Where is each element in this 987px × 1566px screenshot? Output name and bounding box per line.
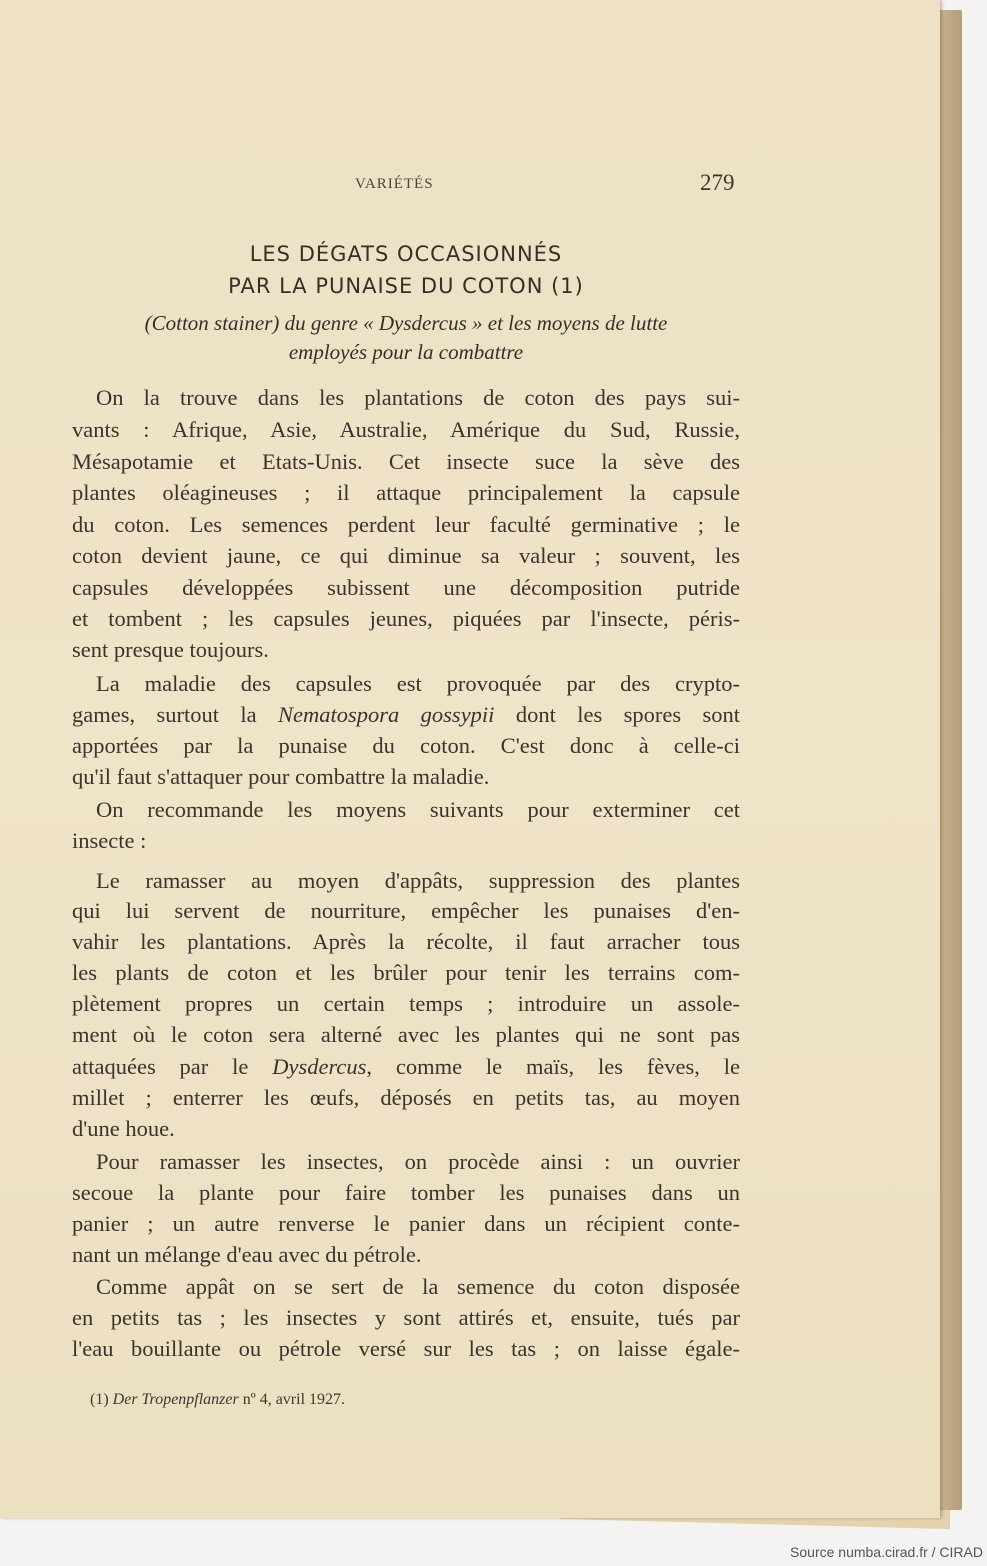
- body-line: [72, 417, 740, 443]
- body-line: [72, 1180, 740, 1206]
- body-line: [72, 606, 740, 632]
- page-number: 279: [700, 170, 735, 195]
- line-text: vahir les plantations. Après la récolte, il faut arracher tous: [72, 929, 740, 954]
- footnote-source-title: Der Tropenpflanzer: [112, 1391, 239, 1408]
- body-line: [72, 702, 740, 728]
- italic-term: Dysdercus: [272, 1054, 367, 1079]
- body-line: [72, 543, 740, 569]
- line-text: qu'il faut s'attaquer pour combattre la maladie.: [72, 764, 490, 789]
- body-line: [72, 764, 740, 790]
- body-line: [72, 1242, 740, 1268]
- line-text: Le ramasser au moyen d'appâts, suppression des plantes: [96, 868, 740, 893]
- body-line: [72, 828, 740, 854]
- body-line: [72, 671, 740, 697]
- body-line: [72, 929, 740, 955]
- body-line: [72, 733, 740, 759]
- body-line: [72, 637, 740, 663]
- body-line: [72, 575, 740, 601]
- article-subtitle-line-2: employés pour la combattre: [288, 340, 524, 364]
- line-text: Comme appât on se sert de la semence du coton disposée: [96, 1274, 740, 1299]
- running-header: VARIÉTÉS: [355, 176, 434, 192]
- footnote: [90, 1391, 345, 1409]
- body-line: [72, 449, 740, 475]
- line-text: capsules développées subissent une décomposition putride: [72, 575, 740, 600]
- body-line: [72, 960, 740, 986]
- body-line: [72, 1211, 740, 1237]
- line-text: On recommande les moyens suivants pour exterminer cet: [96, 797, 740, 822]
- line-text: panier ; un autre renverse le panier dans un récipient conte-: [72, 1211, 740, 1236]
- article-subtitle-line-1: (Cotton stainer) du genre « Dysdercus » et les moyens de lutte: [144, 311, 668, 335]
- body-line: [72, 1274, 740, 1300]
- body-line: [72, 1116, 740, 1142]
- footnote-details: nº 4, avril 1927.: [238, 1391, 346, 1408]
- source-credit: Source numba.cirad.fr / CIRAD: [790, 1544, 983, 1560]
- body-line: [72, 1054, 740, 1080]
- body-line: [72, 385, 740, 411]
- line-text: apportées par la punaise du coton. C'est donc à celle-ci: [72, 733, 740, 758]
- body-line: [72, 1022, 740, 1048]
- line-text: On la trouve dans les plantations de coton des pays sui-: [96, 385, 740, 410]
- line-text: les plants de coton et les brûler pour tenir les terrains com-: [72, 960, 740, 985]
- line-text: l'eau bouillante ou pétrole versé sur les tas ; on laisse égale-: [72, 1336, 740, 1361]
- line-text: et tombent ; les capsules jeunes, piquées par l'insecte, péris-: [72, 606, 740, 631]
- body-line: [72, 1305, 740, 1331]
- line-text: sent presque toujours.: [72, 637, 269, 662]
- line-text: plètement propres un certain temps ; introduire un assole-: [72, 991, 740, 1016]
- line-text: Pour ramasser les insectes, on procède ainsi : un ouvrier: [96, 1149, 740, 1174]
- line-text: secoue la plante pour faire tomber les punaises dans un: [72, 1180, 740, 1205]
- line-text: millet ; enterrer les œufs, déposés en petits tas, au moyen: [72, 1085, 740, 1110]
- line-text: coton devient jaune, ce qui diminue sa valeur ; souvent, les: [72, 543, 740, 568]
- line-text: plantes oléagineuses ; il attaque principalement la capsule: [72, 480, 740, 505]
- line-text: ment où le coton sera alterné avec les plantes qui ne sont pas: [72, 1022, 740, 1047]
- article-title-line-1: LES DÉGATS OCCASIONNÉS: [249, 242, 563, 266]
- line-text: en petits tas ; les insectes y sont attirés et, ensuite, tués par: [72, 1305, 740, 1330]
- line-text: du coton. Les semences perdent leur faculté germinative ; le: [72, 512, 740, 537]
- article-title-line-2: PAR LA PUNAISE DU COTON (1): [228, 274, 584, 298]
- body-line: [72, 991, 740, 1017]
- line-text: qui lui servent de nourriture, empêcher les punaises d'en-: [72, 898, 740, 923]
- body-line: [72, 1336, 740, 1362]
- line-text: nant un mélange d'eau avec du pétrole.: [72, 1242, 422, 1267]
- line-text: La maladie des capsules est provoquée par des crypto-: [96, 671, 740, 696]
- body-line: [72, 868, 740, 894]
- body-line: [72, 797, 740, 823]
- body-line: [72, 898, 740, 924]
- line-text: vants : Afrique, Asie, Australie, Amérique du Sud, Russie,: [72, 417, 740, 442]
- italic-term: Nematospora gossypii: [278, 702, 495, 727]
- line-text: d'une houe.: [72, 1116, 175, 1141]
- line-text: attaquées par le: [72, 1054, 273, 1079]
- line-text: insecte :: [72, 828, 147, 853]
- line-text: Mésapotamie et Etats-Unis. Cet insecte suce la sève des: [72, 449, 740, 474]
- body-line: [72, 1085, 740, 1111]
- line-text: , comme le maïs, les fèves, le: [366, 1054, 740, 1079]
- footnote-marker: (1): [90, 1391, 113, 1408]
- body-line: [72, 480, 740, 506]
- body-line: [72, 512, 740, 538]
- line-text: dont les spores sont: [494, 702, 740, 727]
- body-line: [72, 1149, 740, 1175]
- line-text: games, surtout la: [72, 702, 279, 727]
